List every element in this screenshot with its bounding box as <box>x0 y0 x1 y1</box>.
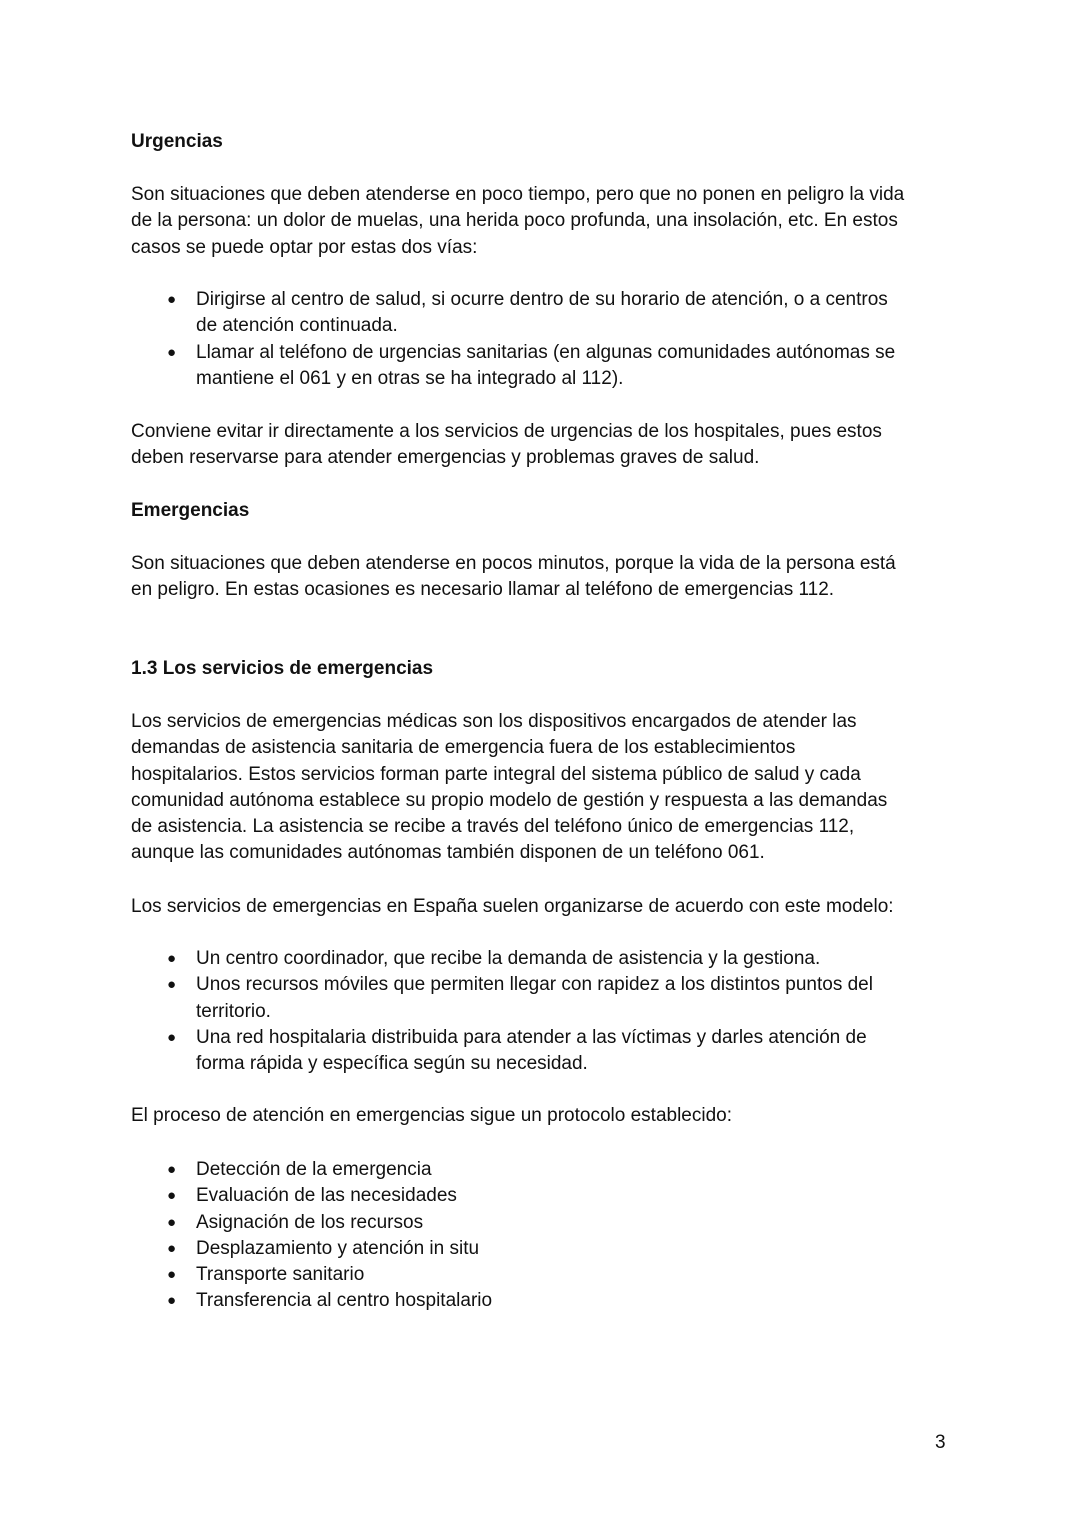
list-item <box>131 1157 961 1183</box>
bullet-icon: ● <box>167 1161 177 1178</box>
paragraph-line: Son situaciones que deben atenderse en pocos minutos, porque la vida de la persona está <box>131 553 896 574</box>
paragraph-line: deben reservarse para atender emergencias y problemas graves de salud. <box>131 447 760 469</box>
bullet-icon: ● <box>167 1213 177 1231</box>
list-item-line: de atención continuada. <box>196 315 398 337</box>
list-item-line: Evaluación de las necesidades <box>196 1185 457 1207</box>
paragraph-line: casos se puede optar por estas dos vías: <box>131 236 478 258</box>
bullet-icon: ● <box>167 1292 177 1310</box>
paragraph <box>131 551 961 604</box>
paragraph <box>131 1103 961 1129</box>
bullet-icon: ● <box>167 1028 177 1046</box>
heading-text: Urgencias <box>131 131 223 152</box>
list-item <box>131 1236 961 1262</box>
paragraph-line: Los servicios de emergencias en España suelen organizarse de acuerdo con este modelo: <box>131 896 894 917</box>
list-item-line: Asignación de los recursos <box>196 1211 424 1233</box>
list-item-line: Llamar al teléfono de urgencias sanitarias (en algunas comunidades autónomas se <box>196 341 896 363</box>
list-item-line: Un centro coordinador, que recibe la demanda de asistencia y la gestiona. <box>196 948 821 969</box>
paragraph-line: Conviene evitar ir directamente a los servicios de urgencias de los hospitales, pues estos <box>131 421 882 442</box>
bullet-list <box>131 287 961 392</box>
paragraph <box>131 709 961 867</box>
section-heading <box>131 498 961 524</box>
section-heading <box>131 656 961 682</box>
paragraph-line: hospitalarios. Estos servicios forman parte integral del sistema público de salud y cada <box>131 763 861 785</box>
paragraph-line: de asistencia. La asistencia se recibe a través del teléfono único de emergencias 112, <box>131 816 855 838</box>
paragraph-line: de la persona: un dolor de muelas, una herida poco profunda, una insolación, etc. En estos <box>131 210 898 232</box>
list-item-line: Transferencia al centro hospitalario <box>196 1290 493 1312</box>
bullet-list <box>131 946 961 1077</box>
heading-text: Emergencias <box>131 500 250 521</box>
list-item-line: forma rápida y específica según su necesidad. <box>196 1053 588 1075</box>
bullet-icon: ● <box>167 976 177 994</box>
paragraph <box>131 894 961 920</box>
list-item-line: territorio. <box>196 1000 271 1022</box>
bullet-icon: ● <box>167 1266 177 1284</box>
paragraph-line: comunidad autónoma establece su propio modelo de gestión y respuesta a las demandas <box>131 789 888 811</box>
list-item-line: Transporte sanitario <box>196 1264 365 1286</box>
paragraph-line: en peligro. En estas ocasiones es necesario llamar al teléfono de emergencias 112. <box>131 579 835 601</box>
list-item <box>131 1025 961 1078</box>
list-item <box>131 946 961 972</box>
list-item <box>131 1183 961 1209</box>
paragraph-line: Los servicios de emergencias médicas son los dispositivos encargados de atender las <box>131 711 857 732</box>
list-item-line: Una red hospitalaria distribuida para atender a las víctimas y darles atención de <box>196 1026 867 1048</box>
list-item-line: Unos recursos móviles que permiten llegar con rapidez a los distintos puntos del <box>196 974 873 996</box>
bullet-icon: ● <box>167 1187 177 1205</box>
list-item <box>131 287 961 340</box>
paragraph <box>131 419 961 472</box>
bullet-icon: ● <box>167 291 177 308</box>
list-item-line: Desplazamiento y atención in situ <box>196 1237 480 1259</box>
page-number: 3 <box>935 1432 946 1453</box>
list-item-line: Dirigirse al centro de salud, si ocurre dentro de su horario de atención, o a centros <box>196 289 888 310</box>
list-item <box>131 1262 961 1288</box>
bullet-icon: ● <box>167 1239 177 1257</box>
paragraph-line: demandas de asistencia sanitaria de emergencia fuera de los establecimientos <box>131 737 796 759</box>
heading-text: 1.3 Los servicios de emergencias <box>131 658 434 679</box>
list-item <box>131 1288 961 1314</box>
list-item-line: Detección de la emergencia <box>196 1159 432 1180</box>
bullet-list <box>131 1157 961 1315</box>
paragraph-line: El proceso de atención en emergencias sigue un protocolo establecido: <box>131 1105 732 1126</box>
bullet-icon: ● <box>167 950 177 967</box>
section-heading <box>131 129 961 155</box>
list-item <box>131 340 961 393</box>
list-item <box>131 972 961 1025</box>
bullet-icon: ● <box>167 343 177 361</box>
paragraph-line: aunque las comunidades autónomas también disponen de un teléfono 061. <box>131 842 765 864</box>
list-item-line: mantiene el 061 y en otras se ha integrado al 112). <box>196 367 624 389</box>
paragraph-line: Son situaciones que deben atenderse en poco tiempo, pero que no ponen en peligro la vida <box>131 184 905 205</box>
paragraph <box>131 182 961 261</box>
list-item <box>131 1210 961 1236</box>
